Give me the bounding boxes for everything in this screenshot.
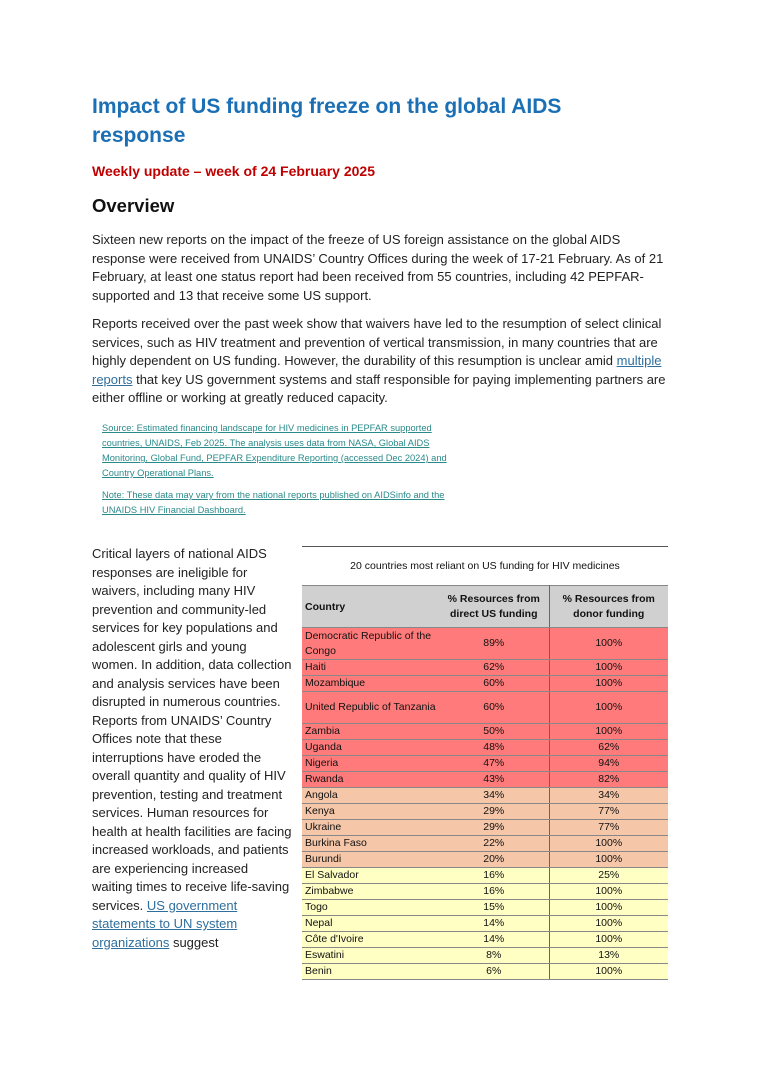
us-funding-cell: 50% [439, 724, 549, 740]
country-cell: Mozambique [302, 676, 439, 692]
us-funding-cell: 8% [439, 948, 549, 964]
country-cell: Nepal [302, 916, 439, 932]
donor-funding-cell: 77% [549, 804, 668, 820]
funding-table-container [302, 546, 668, 980]
table-row [302, 852, 668, 868]
country-cell: Nigeria [302, 756, 439, 772]
table-row [302, 932, 668, 948]
country-cell: United Republic of Tanzania [302, 692, 439, 724]
table-row [302, 676, 668, 692]
country-cell: Rwanda [302, 772, 439, 788]
source-note-link[interactable]: Source: Estimated financing landscape for HIV medicines in PEPFAR supported countries, UNAIDS, Feb 2025. The analysis uses data from NASA, Global AIDS Monitoring, Global Fund, PEPFAR Expenditure Reporting (accessed Dec 2024) and Country Operational Plans. [102, 423, 447, 478]
country-cell: Côte d'Ivoire [302, 932, 439, 948]
donor-funding-cell: 100% [549, 724, 668, 740]
country-cell: Haiti [302, 660, 439, 676]
us-funding-cell: 89% [439, 628, 549, 660]
header-us-funding: % Resources from direct US funding [439, 586, 549, 628]
table-caption: 20 countries most reliant on US funding for HIV medicines [350, 560, 620, 572]
country-cell: Togo [302, 900, 439, 916]
p2-text-after: that key US government systems and staff responsible for paying implementing partners are either offline or working at greatly reduced capacity. [92, 371, 666, 405]
us-government-statements-link[interactable]: US government statements to UN system organizations [92, 897, 238, 950]
donor-funding-cell: 100% [549, 932, 668, 948]
country-cell: Democratic Republic of the Congo [302, 628, 439, 660]
country-cell: Zambia [302, 724, 439, 740]
country-cell: Zimbabwe [302, 884, 439, 900]
table-row [302, 740, 668, 756]
us-funding-cell: 15% [439, 900, 549, 916]
us-funding-cell: 6% [439, 964, 549, 980]
country-cell: Ukraine [302, 820, 439, 836]
us-funding-cell: 60% [439, 692, 549, 724]
country-cell: El Salvador [302, 868, 439, 884]
table-header-row [302, 586, 668, 628]
donor-funding-cell: 13% [549, 948, 668, 964]
table-row [302, 916, 668, 932]
us-funding-cell: 16% [439, 868, 549, 884]
country-cell: Burundi [302, 852, 439, 868]
us-funding-cell: 62% [439, 660, 549, 676]
table-row [302, 660, 668, 676]
donor-funding-cell: 100% [549, 884, 668, 900]
us-funding-cell: 43% [439, 772, 549, 788]
multiple-link[interactable]: multiple [616, 353, 662, 368]
us-funding-cell: 48% [439, 740, 549, 756]
table-row [302, 868, 668, 884]
donor-funding-cell: 100% [549, 900, 668, 916]
table-row [302, 724, 668, 740]
donor-funding-cell: 25% [549, 868, 668, 884]
table-row [302, 692, 668, 724]
p2-text-before: Reports received over the past week show that waivers have led to the resumption of select clinical services, such as HIV treatment and prevention of vertical transmission, in many countries that are highly dependent on US funding. However, the durability of this resumption is unclear amid [92, 316, 662, 368]
country-cell: Burkina Faso [302, 836, 439, 852]
table-row [302, 836, 668, 852]
table-row [302, 804, 668, 820]
side-text-after: suggest [169, 934, 219, 950]
table-row [302, 948, 668, 964]
donor-funding-cell: 77% [549, 820, 668, 836]
donor-funding-cell: 100% [549, 628, 668, 660]
header-donor-funding: % Resources from donor funding [549, 586, 668, 628]
country-cell: Kenya [302, 804, 439, 820]
document-title: Impact of US funding freeze on the global AIDS response [92, 95, 562, 147]
country-cell: Eswatini [302, 948, 439, 964]
us-funding-cell: 29% [439, 820, 549, 836]
us-funding-cell: 14% [439, 932, 549, 948]
us-funding-cell: 22% [439, 836, 549, 852]
donor-funding-cell: 100% [549, 660, 668, 676]
us-funding-cell: 29% [439, 804, 549, 820]
table-row [302, 964, 668, 980]
us-funding-cell: 14% [439, 916, 549, 932]
donor-funding-cell: 62% [549, 740, 668, 756]
country-cell: Uganda [302, 740, 439, 756]
donor-funding-cell: 100% [549, 852, 668, 868]
overview-paragraph-2 [92, 315, 668, 408]
side-text-before: Critical layers of national AIDS responses are ineligible for waivers, including many HIV prevention and community-led services for key populations and adolescent girls and young women. In addition, data collection and analysis services have been disrupted in numerous countries. Reports from UNAIDS’ Country Offices note that these interruptions have eroded the overall quantity and quality of HIV prevention, testing and treatment services. Human resources for health at health facilities are facing increased workloads, and patients are experiencing increased waiting times to receive life-saving services. [92, 546, 292, 913]
side-paragraph [92, 545, 292, 952]
donor-funding-cell: 82% [549, 772, 668, 788]
donor-funding-cell: 100% [549, 916, 668, 932]
overview-paragraph-1: Sixteen new reports on the impact of the freeze of US foreign assistance on the global AIDS response were received from UNAIDS’ Country Offices during the week of 17-21 February. As of 21 February, at least one status report had been received from 55 countries, including 42 PEPFAR-supported and 13 that receive some US support. [92, 232, 664, 303]
donor-funding-cell: 100% [549, 692, 668, 724]
table-row [302, 628, 668, 660]
country-cell: Benin [302, 964, 439, 980]
data-note-link[interactable]: Note: These data may vary from the national reports published on AIDSinfo and the UNAIDS HIV Financial Dashboard. [102, 490, 445, 515]
table-row [302, 788, 668, 804]
donor-funding-cell: 100% [549, 964, 668, 980]
funding-table [302, 585, 668, 980]
us-funding-cell: 34% [439, 788, 549, 804]
us-funding-cell: 20% [439, 852, 549, 868]
table-row [302, 820, 668, 836]
table-row [302, 900, 668, 916]
table-row [302, 884, 668, 900]
header-country: Country [302, 586, 439, 628]
weekly-update-subtitle: Weekly update – week of 24 February 2025 [92, 163, 375, 179]
overview-heading: Overview [92, 195, 175, 216]
table-row [302, 756, 668, 772]
table-row [302, 772, 668, 788]
us-funding-cell: 47% [439, 756, 549, 772]
us-funding-cell: 60% [439, 676, 549, 692]
country-cell: Angola [302, 788, 439, 804]
donor-funding-cell: 100% [549, 836, 668, 852]
us-funding-cell: 16% [439, 884, 549, 900]
table-body [302, 628, 668, 980]
donor-funding-cell: 100% [549, 676, 668, 692]
reports-link[interactable]: reports [92, 371, 133, 387]
donor-funding-cell: 94% [549, 756, 668, 772]
donor-funding-cell: 34% [549, 788, 668, 804]
